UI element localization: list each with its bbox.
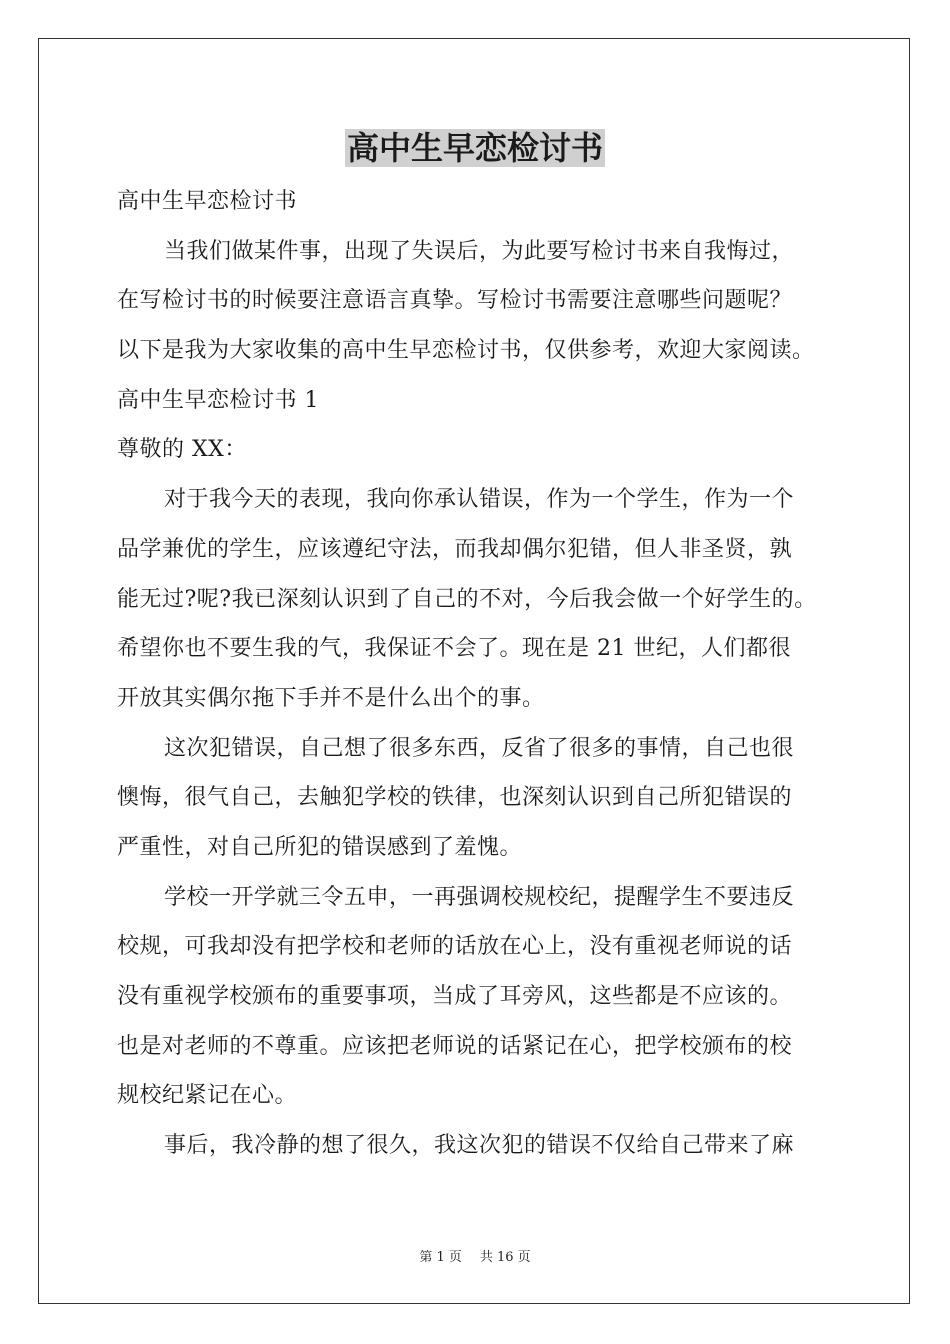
text-line: 以下是我为大家收集的高中生早恋检讨书，仅供参考，欢迎大家阅读。 — [117, 338, 815, 364]
text-line: 高中生早恋检讨书 — [117, 189, 298, 214]
text-line: 也是对老师的不尊重。应该把老师说的话紧记在心，把学校颁布的校 — [117, 1033, 793, 1059]
text-line: 品学兼优的学生，应该遵纪守法，而我却偶尔犯错，但人非圣贤，孰 — [117, 536, 793, 562]
text-line: 希望你也不要生我的气，我保证不会了。现在是 21 世纪，人们都很 — [117, 636, 791, 662]
text-line: 尊敬的 XX： — [117, 437, 247, 463]
text-line: 规校纪紧记在心。 — [117, 1083, 298, 1109]
text-line: 能无过?呢?我已深刻认识到了自己的不对，今后我会做一个好学生的。 — [117, 586, 817, 612]
text-line: 事后，我冷静的想了很久，我这次犯的错误不仅给自己带来了麻 — [164, 1133, 795, 1159]
text-line: 高中生早恋检讨书 1 — [117, 387, 319, 413]
text-line: 懊悔，很气自己，去触犯学校的铁律，也深刻认识到自己所犯错误的 — [117, 785, 793, 811]
text-line: 没有重视学校颁布的重要事项，当成了耳旁风，这些都是不应该的。 — [117, 984, 793, 1009]
document-title — [0, 126, 950, 170]
text-line: 当我们做某件事，出现了失误后，为此要写检讨书来自我悔过， — [164, 238, 795, 264]
text-line: 学校一开学就三令五申，一再强调校规校纪，提醒学生不要违反 — [164, 884, 795, 910]
page-total: 共 16 页 — [479, 1250, 531, 1265]
text-line: 校规，可我却没有把学校和老师的话放在心上，没有重视老师说的话 — [117, 934, 793, 960]
document-body — [117, 177, 847, 1171]
document-title-text: 高中生早恋检讨书 — [346, 129, 603, 167]
text-line: 对于我今天的表现，我向你承认错误，作为一个学生，作为一个 — [164, 487, 795, 513]
page-footer — [0, 1246, 950, 1265]
text-line: 严重性，对自己所犯的错误感到了羞愧。 — [117, 834, 523, 860]
text-line: 在写检讨书的时候要注意语言真挚。写检讨书需要注意哪些问题呢？ — [117, 288, 793, 314]
text-line: 这次犯错误，自己想了很多东西，反省了很多的事情，自己也很 — [164, 735, 795, 761]
page-number: 第 1 页 — [419, 1250, 462, 1265]
text-line: 开放其实偶尔拖下手并不是什么出个的事。 — [117, 685, 545, 711]
